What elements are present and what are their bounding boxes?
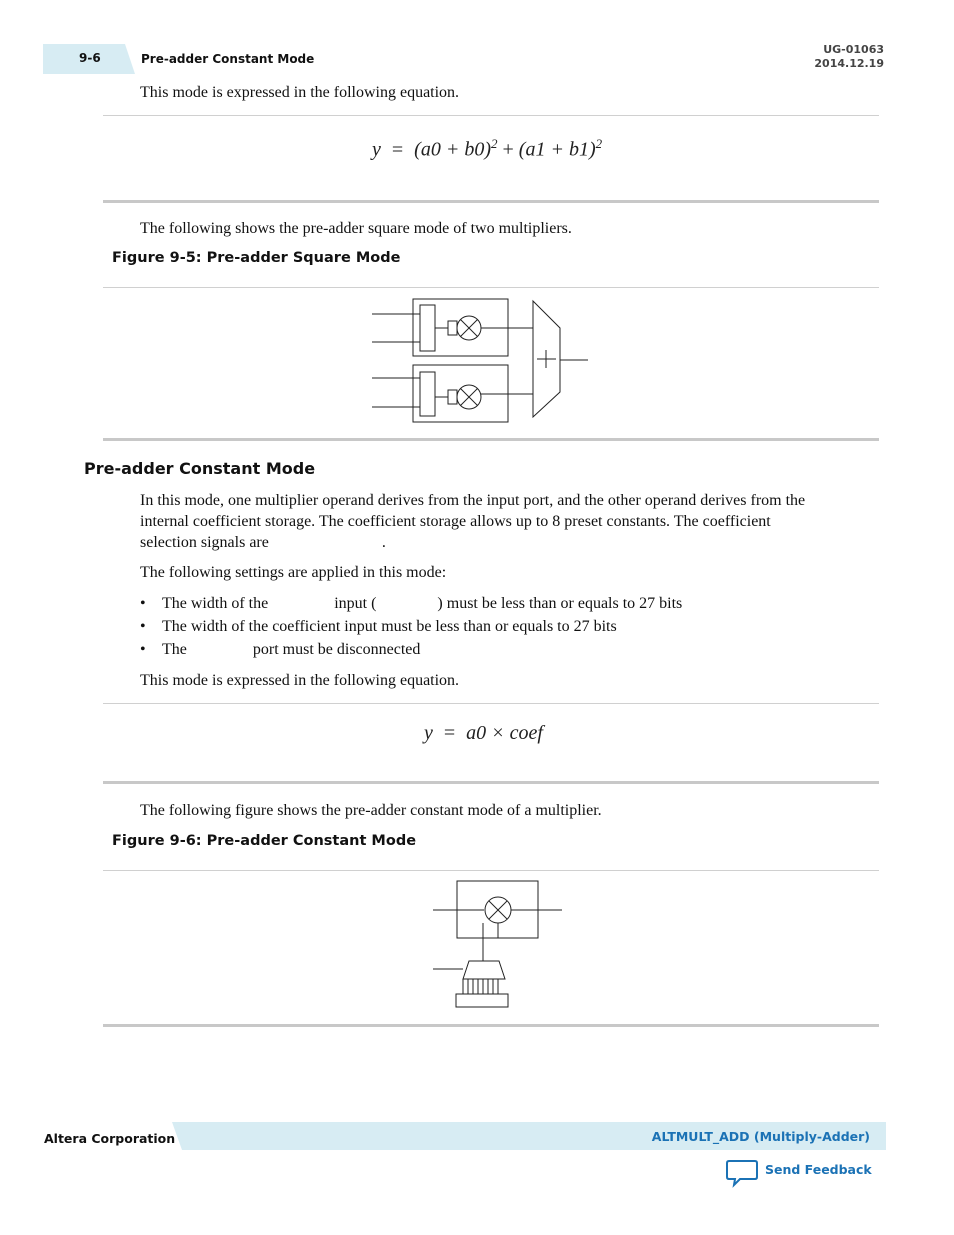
footer-company: Altera Corporation xyxy=(44,1131,176,1146)
paragraph-block xyxy=(140,490,805,553)
eq1-equals: = xyxy=(391,138,404,161)
paragraph-line: In this mode, one multiplier operand derives from the input port, and the other operand derives from the xyxy=(140,492,806,509)
list-item-text: input ( xyxy=(334,595,377,612)
register-lower xyxy=(420,372,435,416)
figure-caption: Figure 9-6: Pre-adder Constant Mode xyxy=(112,833,417,849)
list-item-text: port must be disconnected xyxy=(252,641,421,658)
pre-adder-constant-diagram xyxy=(425,875,570,1015)
paragraph: The following figure shows the pre-adder constant mode of a multiplier. xyxy=(140,802,602,819)
doc-id-block xyxy=(814,43,884,71)
equation-2 xyxy=(424,722,543,745)
divider xyxy=(103,703,879,704)
divider xyxy=(103,287,879,288)
divider xyxy=(103,200,879,203)
pre-adder-square-diagram xyxy=(360,292,600,432)
paragraph-text: . xyxy=(381,534,386,551)
doc-date: 2014.12.19 xyxy=(814,57,884,70)
list-item xyxy=(140,638,682,661)
equation-1 xyxy=(372,136,602,162)
coefficient-mux xyxy=(463,961,505,979)
paragraph: This mode is expressed in the following equation. xyxy=(140,672,460,689)
send-feedback-link[interactable]: Send Feedback xyxy=(765,1162,872,1177)
eq1-term1: (a0 + b0) xyxy=(414,138,491,161)
eq2-equals: = xyxy=(443,722,456,744)
paragraph-line xyxy=(140,532,805,553)
eq1-plus: + xyxy=(502,138,514,161)
divider xyxy=(103,781,879,784)
figure-caption: Figure 9-5: Pre-adder Square Mode xyxy=(112,250,401,266)
eq2-rhs: a0 × coef xyxy=(466,722,543,744)
eq1-sup2: 2 xyxy=(595,136,603,151)
eq2-lhs: y xyxy=(424,722,433,744)
paragraph: The following settings are applied in this mode: xyxy=(140,564,447,581)
list-item xyxy=(140,615,682,638)
footer-doc-title-link[interactable]: ALTMULT_ADD (Multiply-Adder) xyxy=(651,1129,870,1144)
list-item-text: The xyxy=(162,641,187,658)
list-item-text: The width of the coefficient input must be less than or equals to 27 bits xyxy=(162,618,617,635)
divider xyxy=(103,115,879,116)
doc-id: UG-01063 xyxy=(823,43,884,56)
list-item-text: The width of the xyxy=(162,595,269,612)
header-section-title: Pre-adder Constant Mode xyxy=(141,52,315,66)
register-upper xyxy=(420,305,435,351)
paragraph: The following shows the pre-adder square mode of two multipliers. xyxy=(140,220,572,237)
eq1-lhs: y xyxy=(372,138,381,161)
list-item-text: ) must be less than or equals to 27 bits xyxy=(437,595,683,612)
section-heading: Pre-adder Constant Mode xyxy=(84,459,316,478)
speech-bubble-icon[interactable] xyxy=(726,1158,760,1188)
paragraph-text: selection signals are xyxy=(140,534,269,551)
divider xyxy=(103,1024,879,1027)
eq1-sup1: 2 xyxy=(491,136,498,151)
divider xyxy=(103,870,879,871)
paragraph-line: internal coefficient storage. The coefficient storage allows up to 8 preset constants. The coefficient xyxy=(140,513,771,530)
list-item xyxy=(140,592,682,615)
divider xyxy=(103,438,879,441)
coefficient-storage xyxy=(456,994,508,1007)
page-number: 9-6 xyxy=(79,51,101,65)
paragraph: This mode is expressed in the following equation. xyxy=(140,84,460,101)
eq1-term2: (a1 + b1) xyxy=(518,138,596,161)
settings-list xyxy=(140,592,682,661)
